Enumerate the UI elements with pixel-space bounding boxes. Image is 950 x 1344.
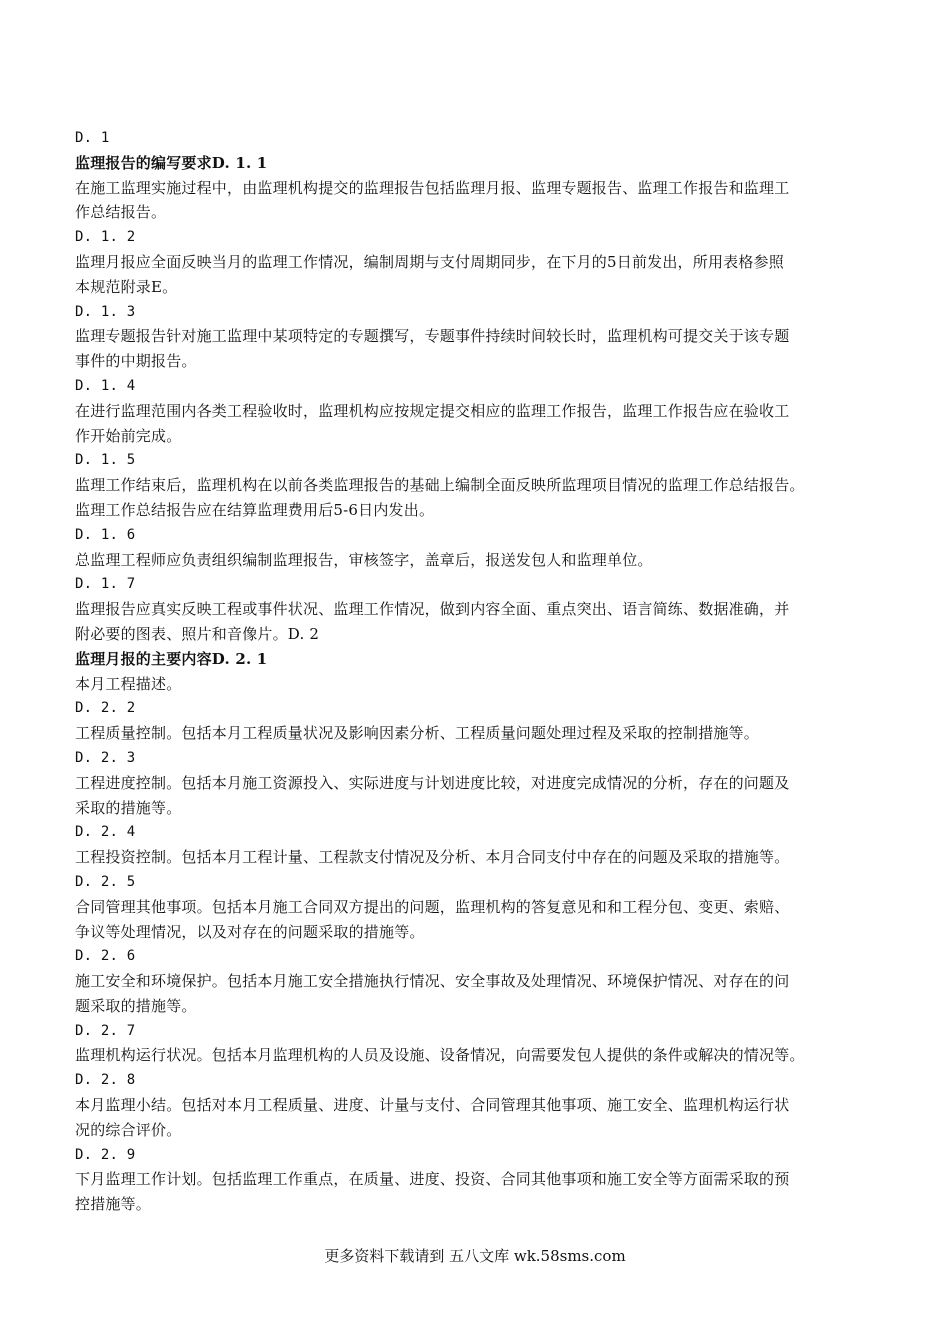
section-number: D. 2. 2: [75, 700, 136, 717]
section-number: D. 1. 2: [75, 229, 136, 246]
section-number: D. 2. 3: [75, 749, 136, 766]
body-line: 监理机构运行状况。包括本月监理机构的人员及设施、设备情况，向需要发包人提供的条件或解决的情况等。: [75, 1046, 805, 1065]
body-line: 下月监理工作计划。包括监理工作重点，在质量、进度、投资、合同其他事项和施工安全等方面需采取的预: [75, 1170, 790, 1189]
body-line: 控措施等。: [75, 1195, 152, 1214]
section-number: D. 2. 9: [75, 1146, 136, 1163]
body-line: 本月监理小结。包括对本月工程质量、进度、计量与支付、合同管理其他事项、施工安全、监理机构运行状: [75, 1096, 790, 1115]
body-line: 事件的中期报告。: [75, 352, 197, 371]
section-number: D. 1. 5: [75, 452, 136, 469]
body-line: 监理工作结束后，监理机构在以前各类监理报告的基础上编制全面反映所监理项目情况的监理工作总结报告。: [75, 476, 805, 495]
page-footer: 更多资料下载请到 五八文库 wk.58sms.com: [324, 1247, 626, 1265]
body-line: 工程投资控制。包括本月工程计量、工程款支付情况及分析、本月合同支付中存在的问题及采取的措施等。: [75, 848, 790, 867]
body-line: 采取的措施等。: [75, 798, 182, 817]
section-number: D. 2. 8: [75, 1072, 136, 1089]
section-number: D. 1. 4: [75, 377, 136, 394]
section-number: D. 1: [75, 130, 110, 146]
body-line: 作开始前完成。: [75, 426, 182, 445]
section-heading: 监理月报的主要内容D. 2. 1: [75, 649, 268, 668]
body-line: 在施工监理实施过程中，由监理机构提交的监理报告包括监理月报、监理专题报告、监理工作报告和监理工: [75, 178, 790, 197]
body-line: 题采取的措施等。: [75, 996, 197, 1015]
body-line: 监理工作总结报告应在结算监理费用后5-6日内发出。: [75, 500, 435, 519]
body-line: 本规范附录E。: [75, 277, 178, 296]
section-number: D. 2. 4: [75, 824, 136, 841]
document-body: [75, 126, 887, 1217]
section-number: D. 2. 6: [75, 948, 136, 965]
body-line: 监理报告应真实反映工程或事件状况、监理工作情况，做到内容全面、重点突出、语言简练、数据准确，并: [75, 600, 790, 619]
body-line: 作总结报告。: [75, 203, 167, 222]
body-line: 施工安全和环境保护。包括本月施工安全措施执行情况、安全事故及处理情况、环境保护情况、对存在的问: [75, 972, 790, 991]
body-line: 工程进度控制。包括本月施工资源投入、实际进度与计划进度比较，对进度完成情况的分析，存在的问题及: [75, 773, 790, 792]
section-heading: 监理报告的编写要求D. 1. 1: [75, 153, 268, 172]
body-line: 附必要的图表、照片和音像片。D. 2: [75, 624, 320, 643]
body-line: 合同管理其他事项。包括本月施工合同双方提出的问题，监理机构的答复意见和和工程分包、变更、索赔、: [75, 897, 790, 916]
section-number: D. 1. 6: [75, 526, 136, 543]
section-number: D. 2. 5: [75, 873, 136, 890]
body-line: 在进行监理范围内各类工程验收时，监理机构应按规定提交相应的监理工作报告，监理工作报告应在验收工: [75, 401, 790, 420]
body-line: 争议等处理情况，以及对存在的问题采取的措施等。: [75, 922, 425, 941]
section-number: D. 2. 7: [75, 1022, 136, 1039]
body-line: 工程质量控制。包括本月工程质量状况及影响因素分析、工程质量问题处理过程及采取的控制措施等。: [75, 724, 760, 743]
body-line: 况的综合评价。: [75, 1120, 182, 1139]
section-number: D. 1. 3: [75, 303, 136, 320]
body-line: 本月工程描述。: [75, 674, 182, 693]
body-line: 监理月报应全面反映当月的监理工作情况，编制周期与支付周期同步，在下月的5日前发出，所用表格参照: [75, 252, 784, 271]
section-number: D. 1. 7: [75, 576, 136, 593]
body-line: 总监理工程师应负责组织编制监理报告，审核签字，盖章后，报送发包人和监理单位。: [75, 550, 653, 569]
body-line: 监理专题报告针对施工监理中某项特定的专题撰写，专题事件持续时间较长时，监理机构可提交关于该专题: [75, 327, 790, 346]
